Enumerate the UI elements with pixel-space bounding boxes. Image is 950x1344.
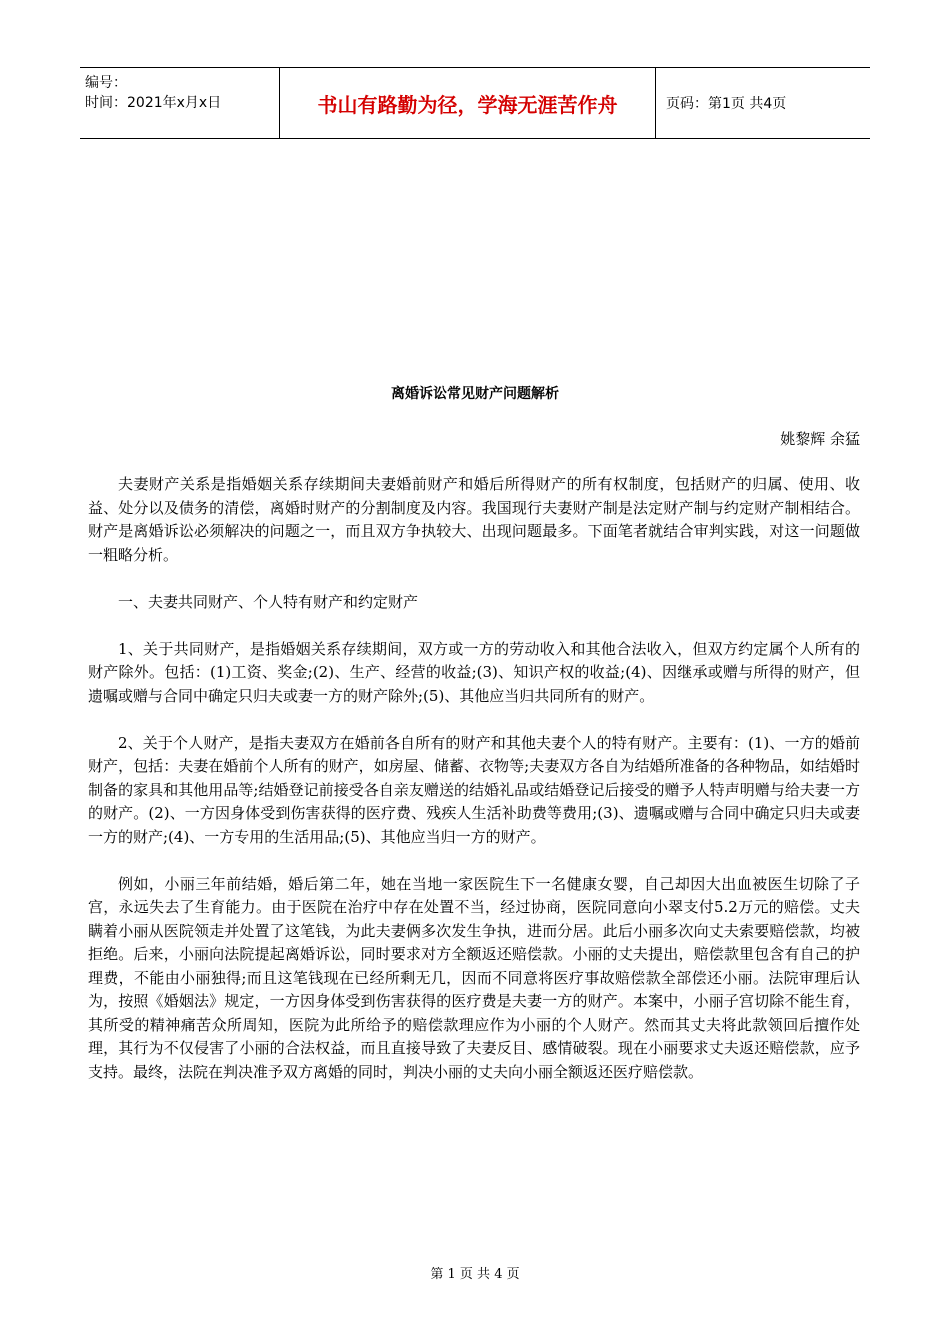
header-meta xyxy=(80,68,280,138)
page-header xyxy=(80,67,870,139)
document-number-label: 编号： xyxy=(85,75,127,91)
page-footer: 第 1 页 共 4 页 xyxy=(430,1267,520,1282)
document-authors: 姚黎辉 余猛 xyxy=(780,430,860,448)
paragraph-intro: 夫妻财产关系是指婚姻关系存续期间夫妻婚前财产和婚后所得财产的所有权制度，包括财产的归属、使用、收益、处分以及债务的清偿，离婚时财产的分割制度及内容。我国现行夫妻财产制是法定财产制与约定财产制相结合。财产是离婚诉讼必须解决的问题之一，而且双方争执较大、出现问题最多。下面笔者就结合审判实践，对这一问题做一粗略分析。 xyxy=(88,475,860,564)
document-title: 离婚诉讼常见财产问题解析 xyxy=(391,386,559,402)
header-page-code: 页码：第1页 共4页 xyxy=(666,96,787,112)
header-motto: 书山有路勤为径，学海无涯苦作舟 xyxy=(280,68,656,138)
paragraph-personal-property: 2、关于个人财产，是指夫妻双方在婚前各自所有的财产和其他夫妻个人的特有财产。主要有：(1)、一方的婚前财产，包括：夫妻在婚前个人所有的财产，如房屋、储蓄、衣物等;夫妻双方各自为结婚所准备的各种物品，如结婚时制备的家具和其他用品等;结婚登记前接受各自亲友赠送的结婚礼品或结婚登记后接受的赠予人特声明赠与给夫妻一方的财产。(2)、一方因身体受到伤害获得的医疗费、残疾人生活补助费等费用;(3)、遗嘱或赠与合同中确定只归夫或妻一方的财产;(4)、一方专用的生活用品;(5)、其他应当归一方的财产。 xyxy=(88,733,860,846)
section-heading: 一、夫妻共同财产、个人特有财产和约定财产 xyxy=(118,592,419,611)
document-date: 时间：2021年x月x日 xyxy=(85,95,222,111)
paragraph-example-case: 例如，小丽三年前结婚，婚后第二年，她在当地一家医院生下一名健康女婴，自己却因大出血被医生切除了子宫，永远失去了生育能力。由于医院在治疗中存在处置不当，经过协商，医院同意向小翠支付5.2万元的赔偿。丈夫瞒着小丽从医院领走并处置了这笔钱，为此夫妻俩多次发生争执，进而分居。此后小丽多次向丈夫索要赔偿款，均被拒绝。后来，小丽向法院提起离婚诉讼，同时要求对方全额返还赔偿款。小丽的丈夫提出，赔偿款里包含有自己的护理费，不能由小丽独得;而且这笔钱现在已经所剩无几，因而不同意将医疗事故赔偿款全部偿还小丽。法院审理后认为，按照《婚姻法》规定，一方因身体受到伤害获得的医疗费是夫妻一方的财产。本案中，小丽子宫切除不能生育，其所受的精神痛苦众所周知，医院为此所给予的赔偿款理应作为小丽的个人财产。然而其丈夫将此款领回后擅作处理，其行为不仅侵害了小丽的合法权益，而且直接导致了夫妻反目、感情破裂。现在小丽要求丈夫返还赔偿款，应予支持。最终，法院在判决准予双方离婚的同时，判决小丽的丈夫向小丽全额返还医疗赔偿款。 xyxy=(88,874,860,1081)
document-body xyxy=(88,473,860,1108)
paragraph-common-property: 1、关于共同财产，是指婚姻关系存续期间，双方或一方的劳动收入和其他合法收入，但双方约定属个人所有的财产除外。包括：(1)工资、奖金;(2)、生产、经营的收益;(3)、知识产权的收益;(4)、因继承或赠与所得的财产，但遗嘱或赠与合同中确定只归夫或妻一方的财产除外;(5)、其他应当归共同所有的财产。 xyxy=(88,639,860,705)
